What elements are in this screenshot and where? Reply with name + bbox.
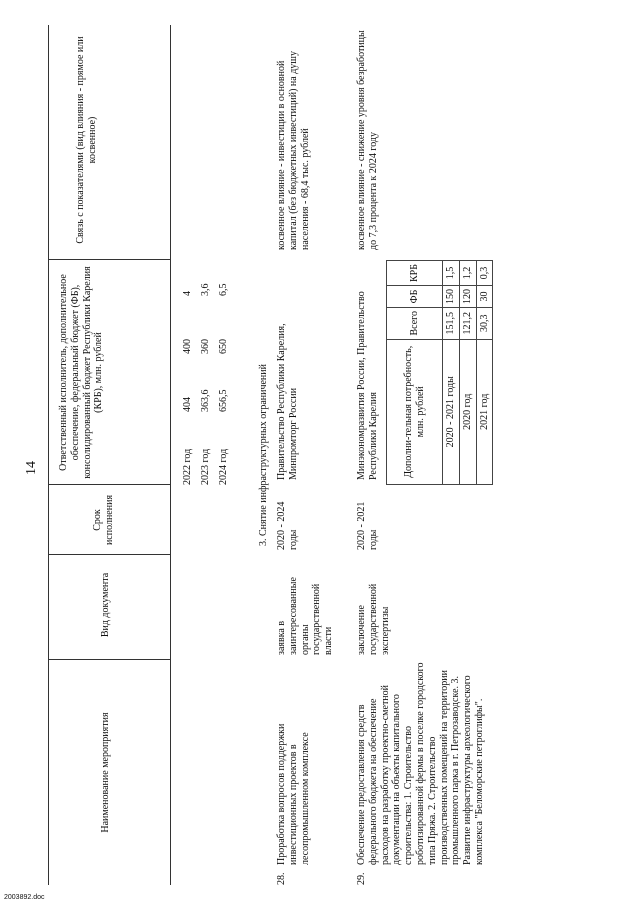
row29-finance-table [386,260,493,485]
table-cell: 2021 год [476,339,493,484]
row29-doc: заключение государственной экспертизы [356,583,391,655]
year: 2024 год [217,448,229,485]
row28-link: косвенное влияние - инвестиции в основной капитал (без бюджетных инвестиций) на душу населения - 68,4 тыс. рублей [276,51,311,250]
header-exec: Ответственный исполнитель, дополнительное обеспечение, федеральный бюджет (ФБ), консолидированный бюджет Республики Карелия (КРБ), млн. рублей [58,266,105,479]
section-title: 3. Снятие инфраструктурных ограничений [258,364,269,547]
row29-name: Обеспечение предоставления средств федерального бюджета на обеспечение расходов на разработку проектно-сметной документации на объекты капитального строительства: 1. Строительство роботизированной фермы в поселке городского типа Пряжа. 2. Строительство производственных помещений на территории промышленного парка в г. Петрозаводске. 3. Развитие инфраструктуры археологического комплекса "Беломорские петроглифы". [356,662,485,865]
value: 360 [199,339,211,354]
row28-name: Проработка вопросов поддержки инвестиционных проектов в лесопромышленном комплексе [276,723,311,865]
rule [48,259,170,260]
header-name: Наименование мероприятия [100,712,111,833]
header-doc: Вид документа [100,572,111,638]
value: 656,5 [217,389,229,412]
row29-term: 2020 - 2021 годы [356,501,379,550]
row28-years [182,260,229,485]
value: 4 [182,291,193,296]
table-cell: 30 [476,285,493,307]
row28-doc: заявка в заинтересованные органы государственной власти [276,577,335,655]
value: 404 [182,397,193,412]
value: 363,6 [199,389,211,412]
row29-num: 29. [356,872,367,885]
row29-link: косвенное влияние - снижение уровня безработицы до 7,3 процента к 2024 году [356,30,379,250]
table-cell: 2020 - 2021 годы [443,339,460,484]
table-header: ФБ [387,285,443,307]
table-cell: 150 [443,285,460,307]
rule [170,25,171,885]
table-header: КРБ [387,261,443,286]
table-cell: 0,3 [476,261,493,286]
year: 2022 год [182,448,193,485]
table-cell: 30,3 [476,307,493,339]
row28-num: 28. [276,872,287,885]
value: 400 [182,339,193,354]
year: 2023 год [199,448,211,485]
table-cell: 151,5 [443,307,460,339]
table-cell: 1,2 [459,261,476,286]
table-cell: 120 [459,285,476,307]
table-cell: 1,5 [443,261,460,286]
rotated-page [20,25,490,885]
rule [48,484,170,485]
row28-exec: Правительство Республики Карелия, Минпромторг России [276,323,299,480]
rule [48,25,49,885]
value: 6,5 [217,283,229,296]
value: 650 [217,339,229,354]
table-cell: 2020 год [459,339,476,484]
row29-exec: Минэкономразвития России, Правительство Республики Карелия [356,291,379,480]
header-term: Срок исполнения [92,494,115,546]
header-link: Связь с показателями (вид влияния - прямое или косвенное) [75,36,98,244]
table-header: Всего [387,307,443,339]
page-number: 14 [24,461,39,475]
value: 3,6 [199,283,211,296]
row28-term: 2020 - 2024 годы [276,501,299,550]
table-header: Дополни-тельная потребность, млн. рублей [387,339,443,484]
table-cell: 121,2 [459,307,476,339]
footer: 2003892.doc [4,894,45,901]
